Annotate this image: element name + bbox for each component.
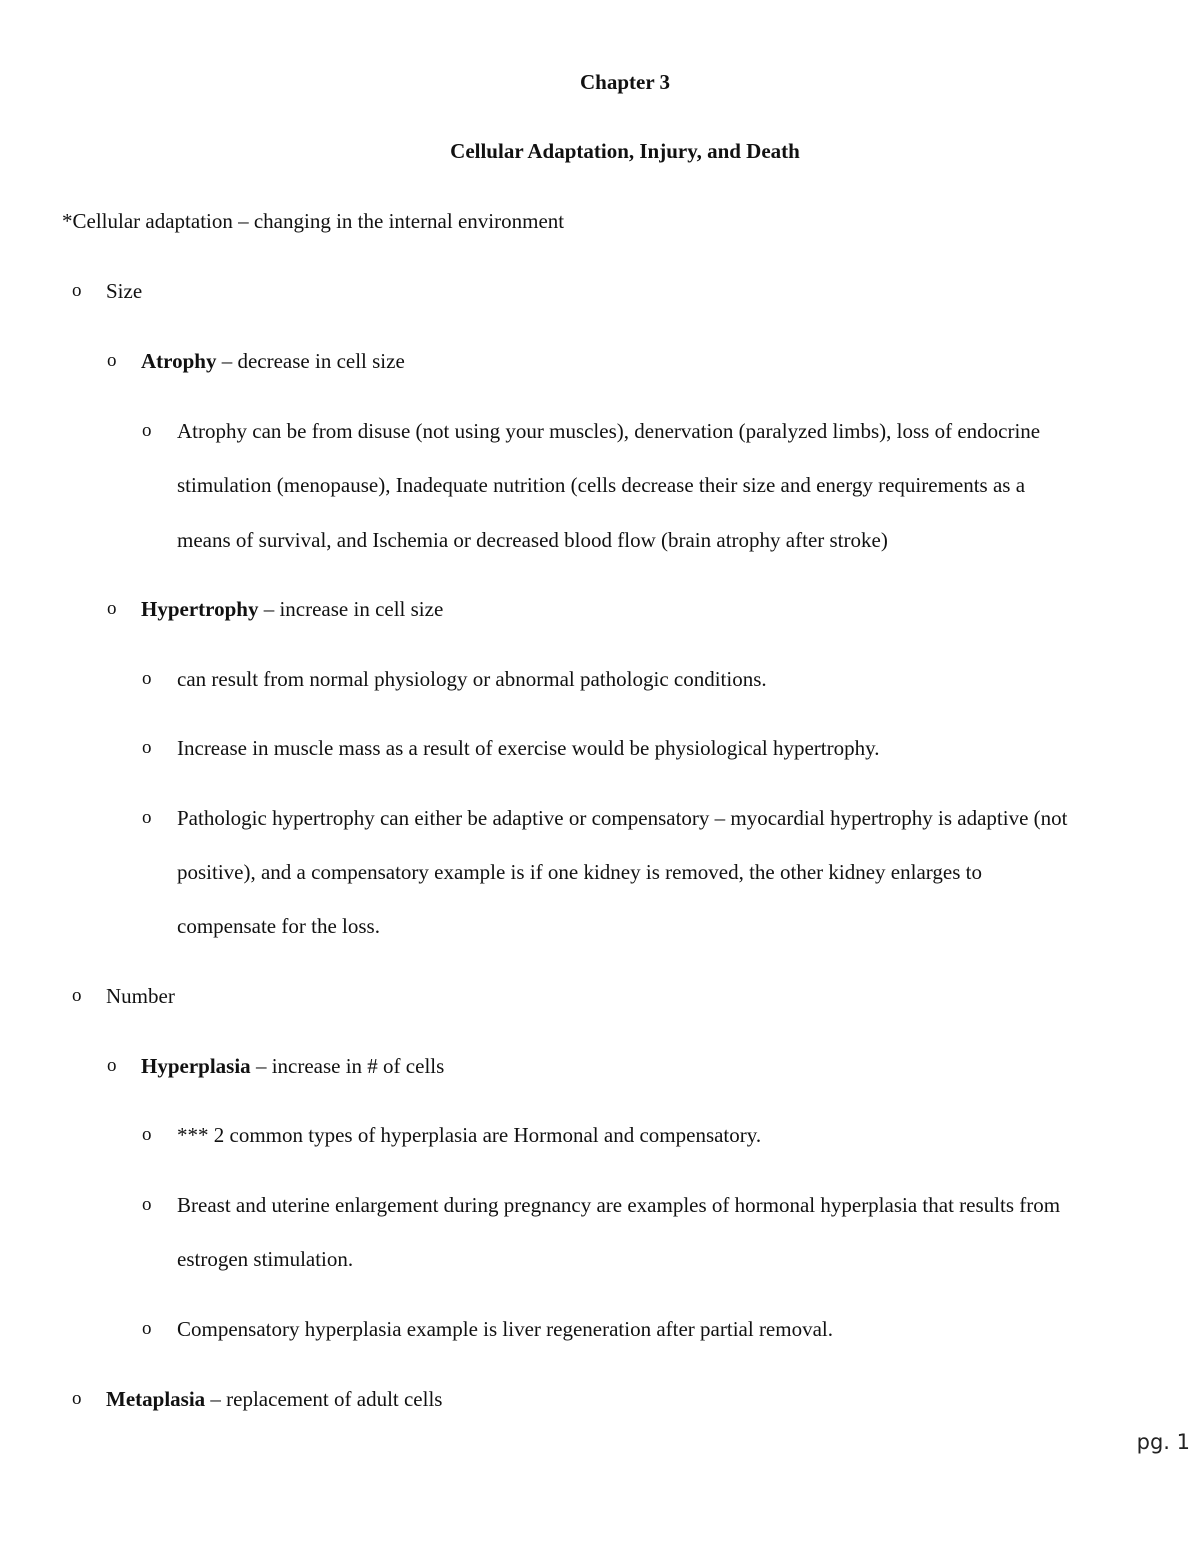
chapter-title: Chapter 3 bbox=[579, 70, 671, 94]
bullet-glyph: o bbox=[72, 280, 82, 301]
hypertrophy-point-3-line-2: positive), and a compensatory example is if one kidney is removed, the other kidney enlarges to bbox=[177, 860, 982, 884]
page-number: pg. 1 bbox=[1136, 1430, 1190, 1454]
bullet-glyph: o bbox=[142, 1194, 152, 1215]
atrophy-point-1-line-3: means of survival, and Ischemia or decreased blood flow (brain atrophy after stroke) bbox=[177, 528, 888, 552]
bullet-glyph: o bbox=[142, 737, 152, 758]
hyperplasia-point-3: Compensatory hyperplasia example is liver regeneration after partial removal. bbox=[177, 1317, 833, 1341]
metaplasia-item bbox=[106, 1385, 442, 1413]
metaplasia-definition: – replacement of adult cells bbox=[205, 1387, 443, 1411]
bullet-glyph: o bbox=[142, 1124, 152, 1145]
atrophy-point-1-line-1: Atrophy can be from disuse (not using your muscles), denervation (paralyzed limbs), loss of endocrine bbox=[177, 419, 1041, 443]
hyperplasia-term: Hyperplasia bbox=[141, 1054, 251, 1078]
hypertrophy-term: Hypertrophy bbox=[141, 597, 259, 621]
hyperplasia-point-2-line-1: Breast and uterine enlargement during pregnancy are examples of hormonal hyperplasia that results from bbox=[177, 1193, 1061, 1217]
metaplasia-term: Metaplasia bbox=[106, 1387, 206, 1411]
bullet-glyph: o bbox=[142, 420, 152, 441]
atrophy-definition: – decrease in cell size bbox=[216, 349, 405, 373]
hyperplasia-item bbox=[141, 1052, 444, 1080]
bullet-glyph: o bbox=[72, 985, 82, 1006]
hyperplasia-point-1: *** 2 common types of hyperplasia are Hormonal and compensatory. bbox=[177, 1123, 762, 1147]
hyperplasia-definition: – increase in # of cells bbox=[250, 1054, 445, 1078]
section-number-label: Number bbox=[106, 984, 175, 1008]
atrophy-term: Atrophy bbox=[141, 349, 217, 373]
chapter-subtitle: Cellular Adaptation, Injury, and Death bbox=[450, 139, 800, 163]
bullet-glyph: o bbox=[142, 1318, 152, 1339]
hypertrophy-definition: – increase in cell size bbox=[258, 597, 444, 621]
section-size-label: Size bbox=[106, 279, 143, 303]
hypertrophy-point-3-line-3: compensate for the loss. bbox=[177, 914, 380, 938]
hyperplasia-point-2-line-2: estrogen stimulation. bbox=[177, 1247, 354, 1271]
bullet-glyph: o bbox=[142, 807, 152, 828]
intro-line: *Cellular adaptation – changing in the internal environment bbox=[62, 209, 565, 233]
bullet-glyph: o bbox=[107, 598, 117, 619]
hypertrophy-point-3-line-1: Pathologic hypertrophy can either be adaptive or compensatory – myocardial hypertrophy is adaptive (not bbox=[177, 806, 1068, 830]
hypertrophy-point-1: can result from normal physiology or abnormal pathologic conditions. bbox=[177, 667, 767, 691]
atrophy-point-1-line-2: stimulation (menopause), Inadequate nutrition (cells decrease their size and energy requirements as a bbox=[177, 473, 1026, 497]
hypertrophy-point-2: Increase in muscle mass as a result of exercise would be physiological hypertrophy. bbox=[177, 736, 880, 760]
bullet-glyph: o bbox=[142, 668, 152, 689]
hypertrophy-item bbox=[141, 595, 443, 623]
atrophy-item bbox=[141, 347, 405, 375]
bullet-glyph: o bbox=[107, 350, 117, 371]
bullet-glyph: o bbox=[107, 1055, 117, 1076]
bullet-glyph: o bbox=[72, 1388, 82, 1409]
